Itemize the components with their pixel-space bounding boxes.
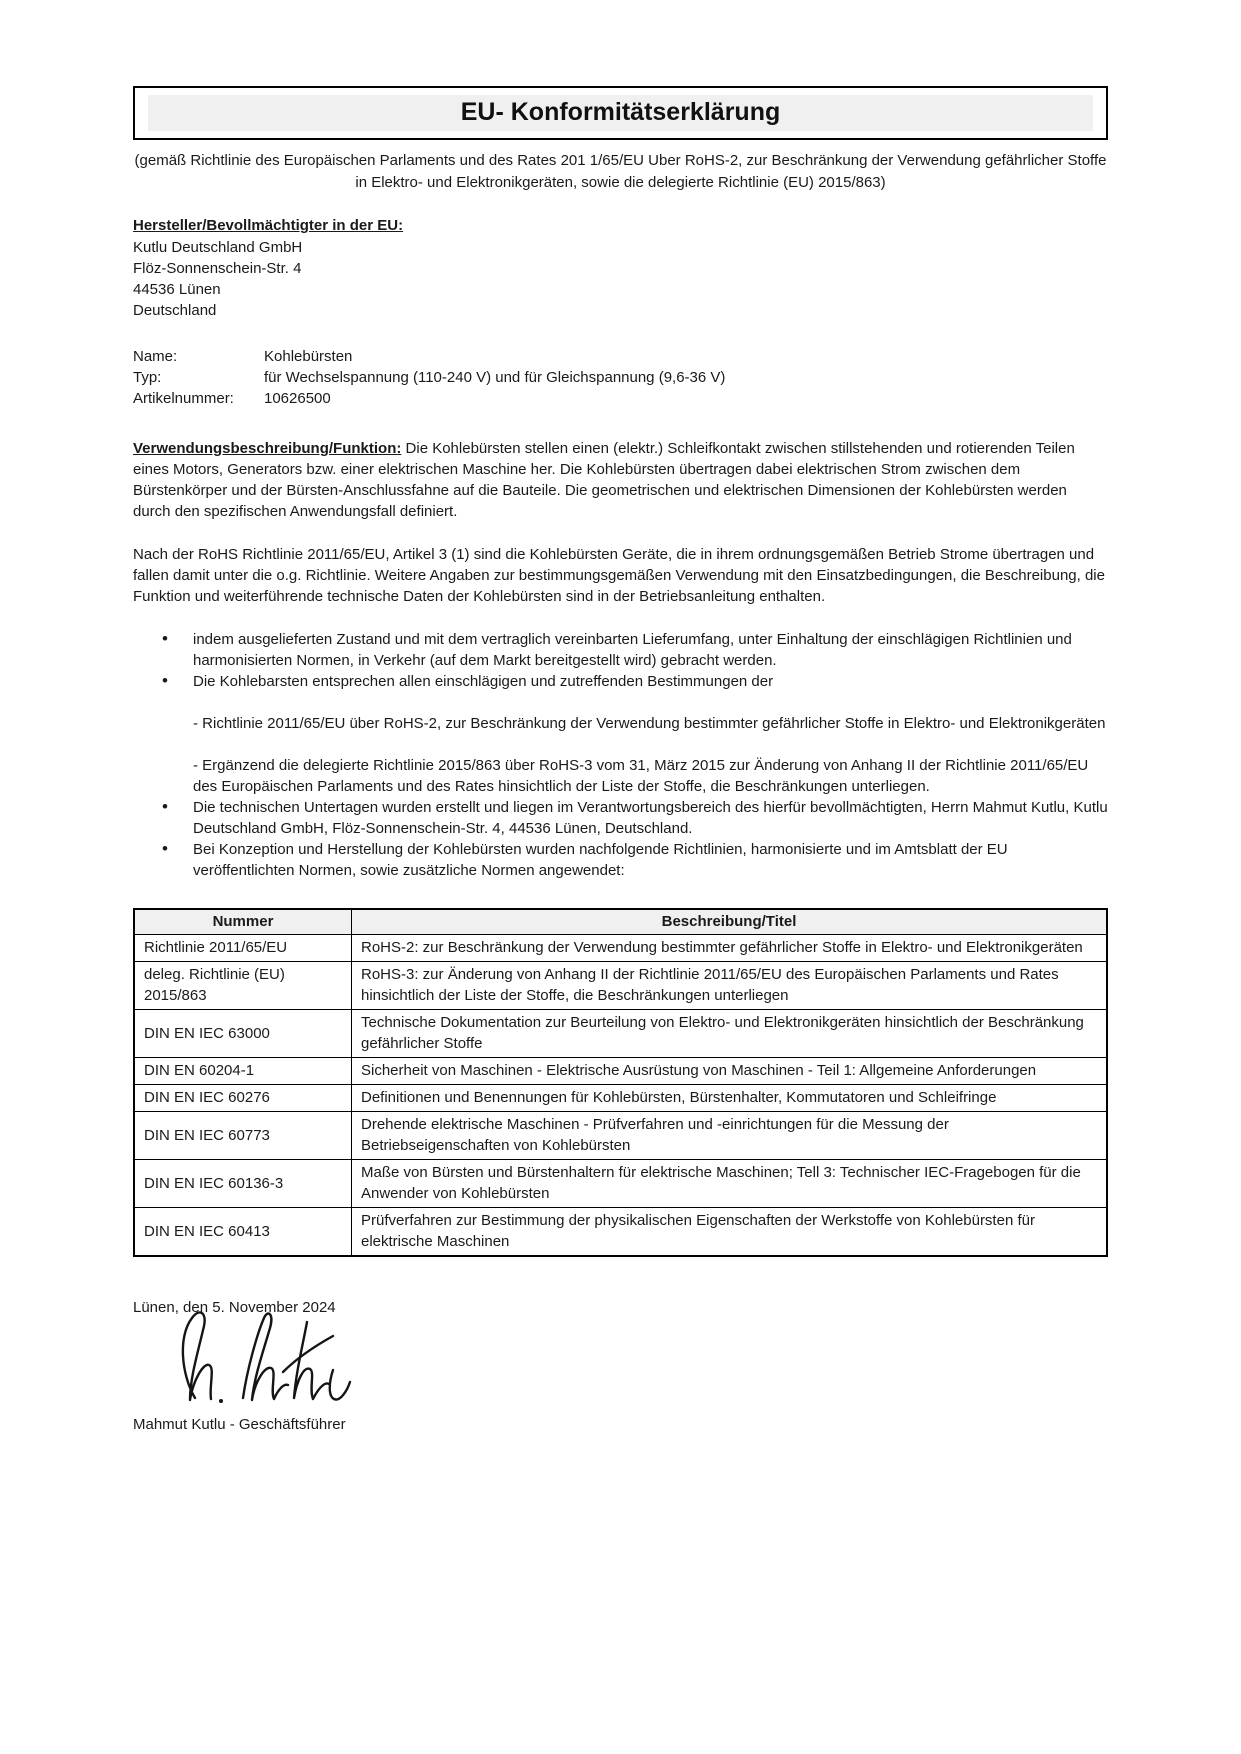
bullet-text: Die Kohlebarsten entsprechen allen einschlägigen und zutreffenden Bestimmungen der [193,673,774,690]
table-row [134,1208,1107,1257]
standards-table [133,908,1108,1257]
title-band [148,95,1093,131]
bullet-subitem: - Ergänzend die delegierte Richtlinie 2015/863 über RoHS-3 vom 31, März 2015 zur Änderung von Anhang II der Richtlinie 2011/65/EU des Europäischen Parlaments und des Rates hinsichtlich der Liste der Stoffe, die Beschränkungen unterliegen. [193,757,1089,795]
standard-number-cell: deleg. Richtlinie (EU) 2015/863 [134,962,352,1010]
signatory-name: Mahmut Kutlu - Geschäftsführer [133,1416,346,1433]
document-subtitle: (gemäß Richtlinie des Europäischen Parlaments und des Rates 201 1/65/EU Uber RoHS-2, zur Beschränkung der Verwendung gefährlicher Stoffe in Elektro- und Elektronikgeräten, sowie die delegierte Richtlinie (EU) 2015/863) [134,152,1107,191]
standard-number-cell: DIN EN IEC 60773 [134,1112,352,1160]
page-title: EU- Konformitätserklärung [460,98,781,126]
product-articlenumber-value: 10626500 [264,390,331,407]
standard-description-cell: Sicherheit von Maschinen - Elektrische Ausrüstung von Maschinen - Teil 1: Allgemeine Anforderungen [352,1058,1108,1085]
signature-section [133,1297,1108,1435]
standard-description-cell: RoHS-3: zur Änderung von Anhang II der Richtlinie 2011/65/EU des Europäischen Parlaments und Rates hinsichtlich der Liste der Stoffe, die Beschränkungen unterliegen [352,962,1108,1010]
table-row [134,1085,1107,1112]
standard-description-cell: Drehende elektrische Maschinen - Prüfverfahren und -einrichtungen für die Messung der Betriebseigenschaften von Kohlebürsten [352,1112,1108,1160]
bullet-text: Die technischen Untertagen wurden erstellt und liegen im Verantwortungsbereich des hierfür bevollmächtigten, Herrn Mahmut Kutlu, Kutlu Deutschland GmbH, Flöz-Sonnenschein-Str. 4, 44536 Lünen, Deutschland. [193,799,1108,837]
manufacturer-street: Flöz-Sonnenschein-Str. 4 [133,260,302,277]
product-name-row [133,346,1108,367]
standard-description-cell: Prüfverfahren zur Bestimmung der physikalischen Eigenschaften der Werkstoffe von Kohlebürsten für elektrische Maschinen [352,1208,1108,1257]
table-header-row [134,909,1107,935]
product-name-label: Name: [133,348,178,365]
bullet-text: indem ausgelieferten Zustand und mit dem vertraglich vereinbarten Lieferumfang, unter Einhaltung der einschlägigen Richtlinien und harmonisierten Normen, in Verkehr (auf dem Markt bereitgestellt wird) gebracht werden. [193,631,1072,669]
bullet-text: Bei Konzeption und Herstellung der Kohlebürsten wurden nachfolgende Richtlinien, harmonisierte und im Amtsblatt der EU veröffentlichten Normen, sowie zusätzliche Normen angewendet: [193,841,1008,879]
table-row [134,1160,1107,1208]
usage-text: Die Kohlebürsten stellen einen (elektr.) Schleifkontakt zwischen stillstehenden und rotierenden Teilen eines Motors, Generators bzw. einer elektrischen Maschine her. Die Kohlebürsten übertragen dabei elektrischen Strom zwischen dem Bürstenkörper und der Bürsten-Anschlussfahne auf die Bauteile. Die geometrischen und elektrischen Dimensionen der Kohlebürsten werden durch den spezifischen Anwendungsfall definiert. [133,440,1075,520]
product-articlenumber-row [133,388,1108,409]
bullet-item [133,671,1108,797]
manufacturer-city: 44536 Lünen [133,281,221,298]
usage-paragraph [133,438,1108,522]
manufacturer-heading: Hersteller/Bevollmächtigter in der EU: [133,217,404,234]
manufacturer-country: Deutschland [133,302,217,319]
standard-number-cell: Richtlinie 2011/65/EU [134,935,352,962]
manufacturer-company: Kutlu Deutschland GmbH [133,239,303,256]
handwritten-signature-image [167,1308,363,1412]
standard-description-cell: Technische Dokumentation zur Beurteilung von Elektro- und Elektronikgeräten hinsichtlich der Beschränkung gefährlicher Stoffe [352,1010,1108,1058]
standard-description-cell: Maße von Bürsten und Bürstenhaltern für elektrische Maschinen; Tell 3: Technischer IEC-Fragebogen für die Anwender von Kohlebürsten [352,1160,1108,1208]
bullet-subitem: - Richtlinie 2011/65/EU über RoHS-2, zur Beschränkung der Verwendung bestimmter gefährlicher Stoffe in Elektro- und Elektronikgeräten [193,715,1106,732]
product-type-value: für Wechselspannung (110-240 V) und für Gleichspannung (9,6-36 V) [264,369,726,386]
standard-number-cell: DIN EN 60204-1 [134,1058,352,1085]
standard-number-cell: DIN EN IEC 63000 [134,1010,352,1058]
table-row [134,962,1107,1010]
column-header-nummer: Nummer [134,909,352,935]
place-date-line: Lünen, den 5. November 2024 [133,1299,336,1316]
standard-number-cell: DIN EN IEC 60136-3 [134,1160,352,1208]
title-box [133,86,1108,140]
product-type-label: Typ: [133,369,162,386]
bullet-item [133,629,1108,671]
product-type-row [133,367,1108,388]
product-articlenumber-label: Artikelnummer: [133,390,234,407]
standard-description-cell: RoHS-2: zur Beschränkung der Verwendung bestimmter gefährlicher Stoffe in Elektro- und Elektronikgeräten [352,935,1108,962]
table-row [134,1058,1107,1085]
bullet-item [133,839,1108,881]
table-row [134,935,1107,962]
column-header-beschreibung: Beschreibung/Titel [352,909,1108,935]
rohs-paragraph: Nach der RoHS Richtlinie 2011/65/EU, Artikel 3 (1) sind die Kohlebürsten Geräte, die in ihrem ordnungsgemäßen Betrieb Strome übertragen und fallen damit unter die o.g. Richtlinie. Weitere Angaben zur bestimmungsgemäßen Verwendung mit den Einsatzbedingungen, die Beschreibung, die Funktion und weiterführende technische Daten der Kohlebürsten sind in der Betriebsanleitung enthalten. [133,546,1105,605]
table-row [134,1010,1107,1058]
standard-number-cell: DIN EN IEC 60413 [134,1208,352,1257]
product-details [133,346,1108,409]
declaration-bullet-list [133,629,1108,881]
standard-description-cell: Definitionen und Benennungen für Kohlebürsten, Bürstenhalter, Kommutatoren und Schleifringe [352,1085,1108,1112]
table-row [134,1112,1107,1160]
product-name-value: Kohlebürsten [264,348,353,365]
standard-number-cell: DIN EN IEC 60276 [134,1085,352,1112]
usage-heading: Verwendungsbeschreibung/Funktion: [133,440,402,457]
manufacturer-section [133,215,1108,321]
bullet-item [133,797,1108,839]
